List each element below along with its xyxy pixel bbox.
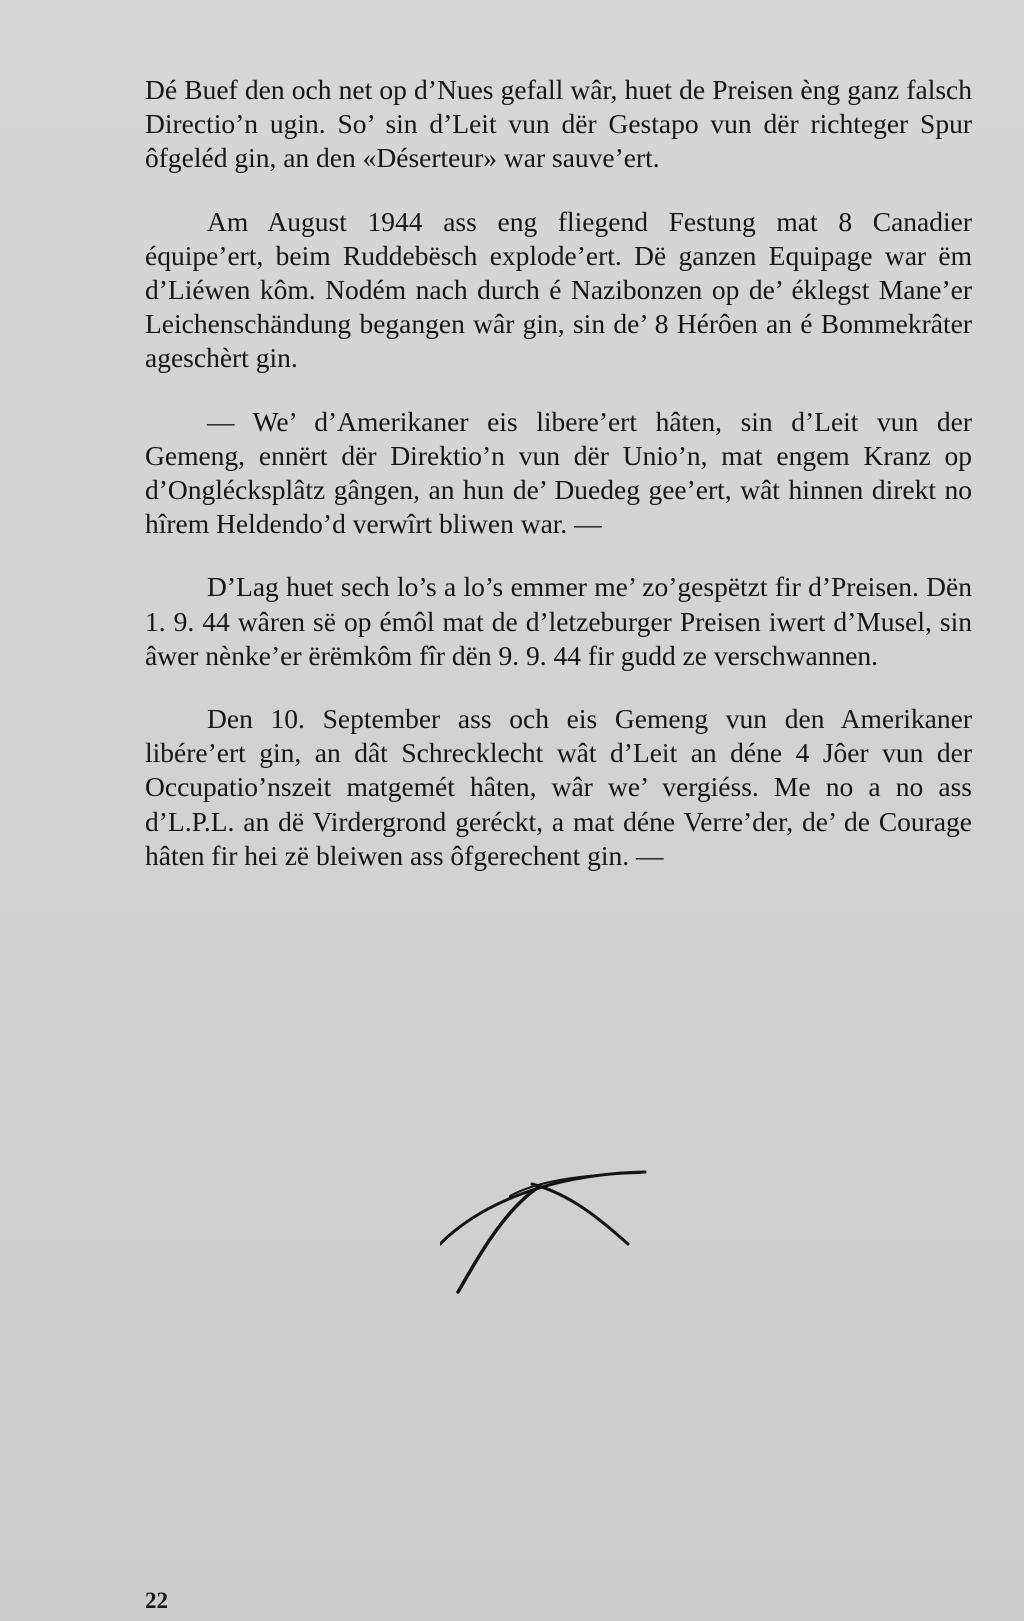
paragraph-3: — We’ d’Amerikaner eis libere’ert hâten, sin d’Leit vun der Gemeng, ennërt dër Direktio’n vun dër Unio’n, mat engem Kranz op d’Onglécksplâtz gângen, an hun de’ Duedeg gee’ert, wât hinnen direkt no hîrem Heldendo’d verwîrt bliwen war. — [145, 405, 972, 540]
paragraph-4: D’Lag huet sech lo’s a lo’s emmer me’ zo’gespëtzt fir d’Preisen. Dën 1. 9. 44 wâren së op émôl mat de d’letzeburger Preisen iwert d’Musel, sin âwer nènke’er ërëmkôm fîr dën 9. 9. 44 fir gudd ze verschwannen. [145, 571, 972, 671]
paragraph-1: Dé Buef den och net op d’Nues gefall wâr, huet de Preisen èng ganz falsch Directio’n ugin. So’ sin d’Leit vun dër Gestapo vun dër richteger Spur ôfgeléd gin, an den «Déserteur» war sauve’ert. [145, 74, 972, 174]
page-number: 22 [145, 1588, 168, 1613]
paragraph-5: Den 10. September ass och eis Gemeng vun den Amerikaner libére’ert gin, an dât Schrecklecht wât d’Leit an déne 4 Jôer vun der Occupatio’nszeit matgemét hâten, wâr we’ vergiéss. Me no a no ass d’L.P.L. an dë Virdergrond geréckt, a mat déne Verre’der, de’ de Courage hâten fir hei zë bleiwen ass ôfgerechent gin. — [145, 703, 972, 871]
paragraph-2: Am August 1944 ass eng fliegend Festung mat 8 Canadier équipe’ert, beim Ruddebësch explode’ert. Dë ganzen Equipage war ëm d’Liéwen kôm. Nodém nach durch é Nazibonzen op de’ éklegst Mane’er Leichenschändung begangen wâr gin, sin de’ 8 Hérôen an é Bommekrâter ageschèrt gin. [145, 205, 972, 374]
body-text [145, 73, 972, 902]
swoosh-ornament-icon [440, 1164, 670, 1294]
